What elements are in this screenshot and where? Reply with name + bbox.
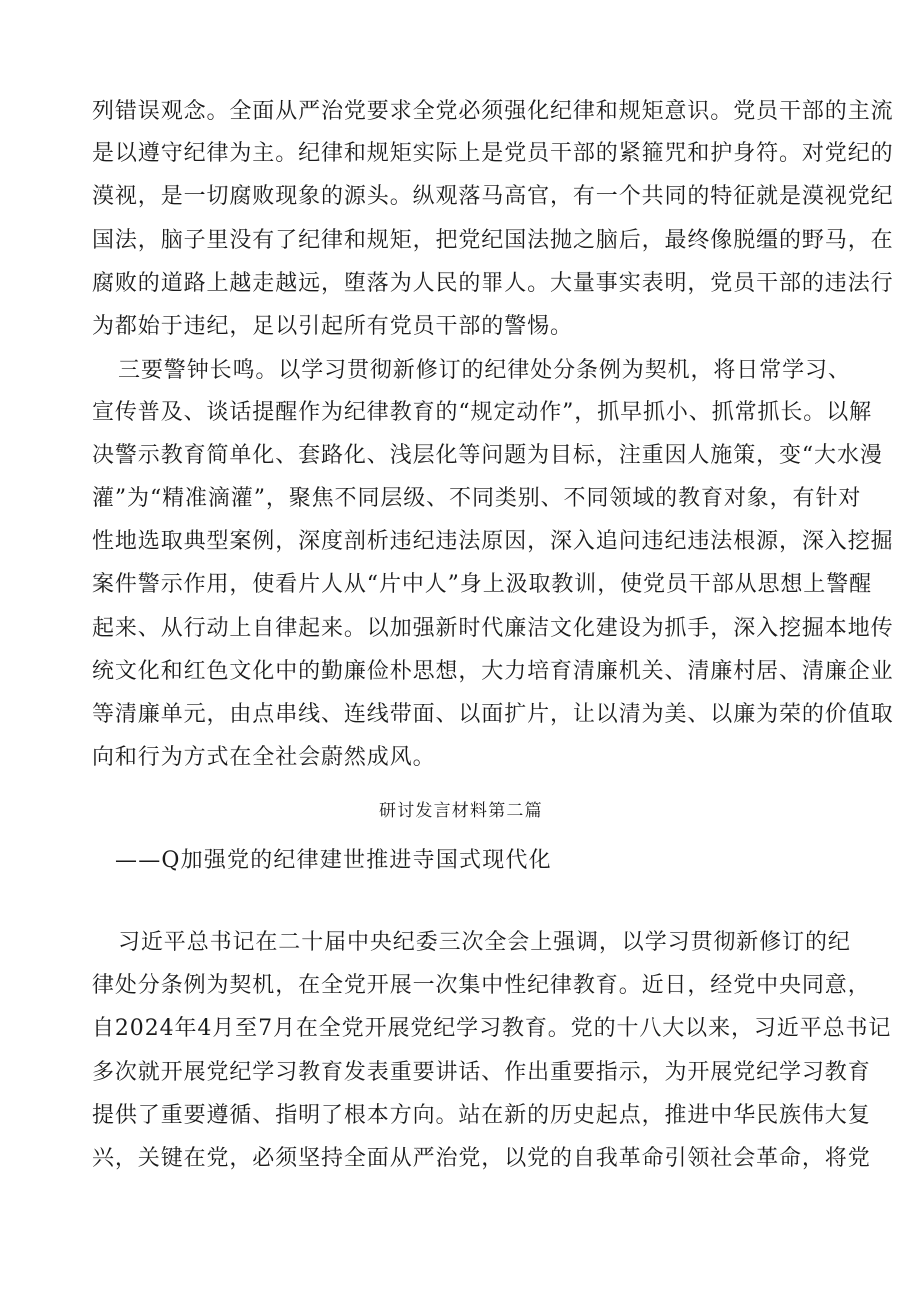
paragraph-line: 列错误观念。全面从严治党要求全党必须强化纪律和规矩意识。党员干部的主流 — [92, 99, 894, 124]
paragraph-line: 律处分条例为契机，在全党开展一次集中性纪律教育。近日，经党中央同意， — [92, 973, 871, 998]
paragraph-line: 是以遵守纪律为主。纪律和规矩实际上是党员干部的紧箍咒和护身符。对党纪的 — [92, 141, 894, 166]
article-subtitle: ——Q加强党的纪律建世推进寺国式现代化 — [115, 848, 552, 873]
paragraph-line: 决警示教育简单化、套路化、浅层化等问题为目标，注重因人施策，变“大水漫 — [92, 443, 883, 468]
paragraph-line: 习近平总书记在二十届中央纪委三次全会上强调，以学习贯彻新修订的纪 — [118, 930, 851, 955]
paragraph-line: 提供了重要遵循、指明了根本方向。站在新的历史起点，推进中华民族伟大复 — [92, 1103, 871, 1128]
paragraph-line: 兴，关键在党，必须坚持全面从严治党，以党的自我革命引领社会革命，将党 — [92, 1146, 871, 1171]
paragraph-line: 自2024年4月至7月在全党开展党纪学习教育。党的十八大以来，习近平总书记 — [92, 1016, 892, 1041]
paragraph-line: 三要警钟长鸣。以学习贯彻新修订的纪律处分条例为契机，将日常学习、 — [118, 358, 851, 383]
paragraph-line: 为都始于违纪，足以引起所有党员干部的警惕。 — [92, 314, 573, 339]
paragraph-line: 宣传普及、谈话提醒作为纪律教育的“规定动作”，抓早抓小、抓常抓长。以解 — [92, 400, 872, 425]
paragraph-line: 国法，脑子里没有了纪律和规矩，把党纪国法抛之脑后，最终像脱缰的野马，在 — [92, 228, 894, 253]
paragraph-line: 腐败的道路上越走越远，堕落为人民的罪人。大量事实表明，党员干部的违法行 — [92, 271, 894, 296]
paragraph-line: 性地选取典型案例，深度剖析违纪违法原因，深入追问违纪违法根源，深入挖掘 — [92, 529, 894, 554]
paragraph-line: 统文化和红色文化中的勤廉俭朴思想，大力培育清廉机关、清廉村居、清廉企业 — [92, 659, 894, 684]
paragraph-line: 灌”为“精准滴灌”，聚焦不同层级、不同类别、不同领域的教育对象，有针对 — [92, 486, 862, 511]
paragraph-line: 案件警示作用，使看片人从“片中人”身上汲取教训，使党员干部从思想上警醒 — [92, 572, 872, 597]
paragraph-line: 漠视，是一切腐败现象的源头。纵观落马高官，有一个共同的特征就是漠视党纪 — [92, 184, 894, 209]
paragraph-line: 等清廉单元，由点串线、连线带面、以面扩片，让以清为美、以廉为荣的价值取 — [92, 702, 894, 727]
paragraph-line: 向和行为方式在全社会蔚然成风。 — [92, 745, 436, 770]
section-title: 研讨发言材料第二篇 — [379, 801, 543, 821]
paragraph-line: 多次就开展党纪学习教育发表重要讲话、作出重要指示，为开展党纪学习教育 — [92, 1060, 871, 1085]
paragraph-line: 起来、从行动上自律起来。以加强新时代廉洁文化建设为抓手，深入挖掘本地传 — [92, 616, 894, 641]
